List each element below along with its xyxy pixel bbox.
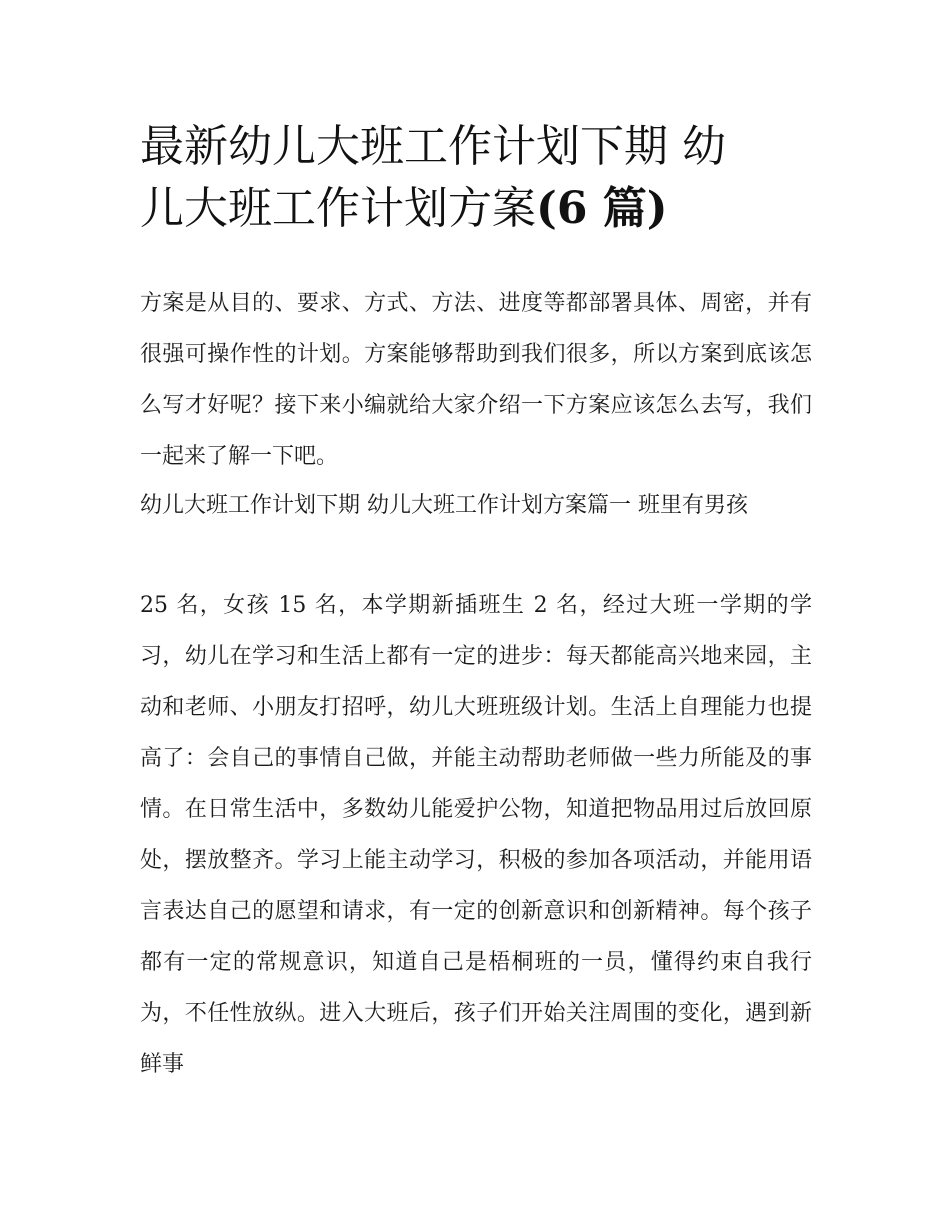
title-suffix: (6 篇): [536, 183, 668, 234]
section-heading: 幼儿大班工作计划下期 幼儿大班工作计划方案篇一 班里有男孩: [140, 493, 748, 518]
body-paragraph: 25 名，女孩 15 名，本学期新插班生 2 名，经过大班一学期的学习，幼儿在学习和生活上都有一定的进步：每天都能高兴地来园，主动和老师、小朋友打招呼，幼儿大班班级计划。生活上自理能力也提高了：会自己的事情自己做，并能主动帮助老师做一些力所能及的事情。在日常生活中，多数幼儿能爱护公物，知道把物品用过后放回原处，摆放整齐。学习上能主动学习，积极的参加各项活动，并能用语言表达自己的愿望和请求，有一定的创新意识和创新精神。每个孩子都有一定的常规意识，知道自己是梧桐班的一员，懂得约束自我行为，不任性放纵。进入大班后，孩子们开始关注周围的变化，遇到新鲜事: [140, 593, 812, 1077]
page-title: [140, 116, 820, 240]
title-line-2: 儿大班工作计划方案: [140, 183, 536, 234]
title-line-1: 最新幼儿大班工作计划下期 幼: [140, 121, 726, 172]
intro-paragraph: 方案是从目的、要求、方式、方法、进度等都部署具体、周密，并有很强可操作性的计划。方案能够帮助到我们很多，所以方案到底该怎么写才好呢？接下来小编就给大家介绍一下方案应该怎么去写，我们一起来了解一下吧。: [140, 291, 812, 469]
